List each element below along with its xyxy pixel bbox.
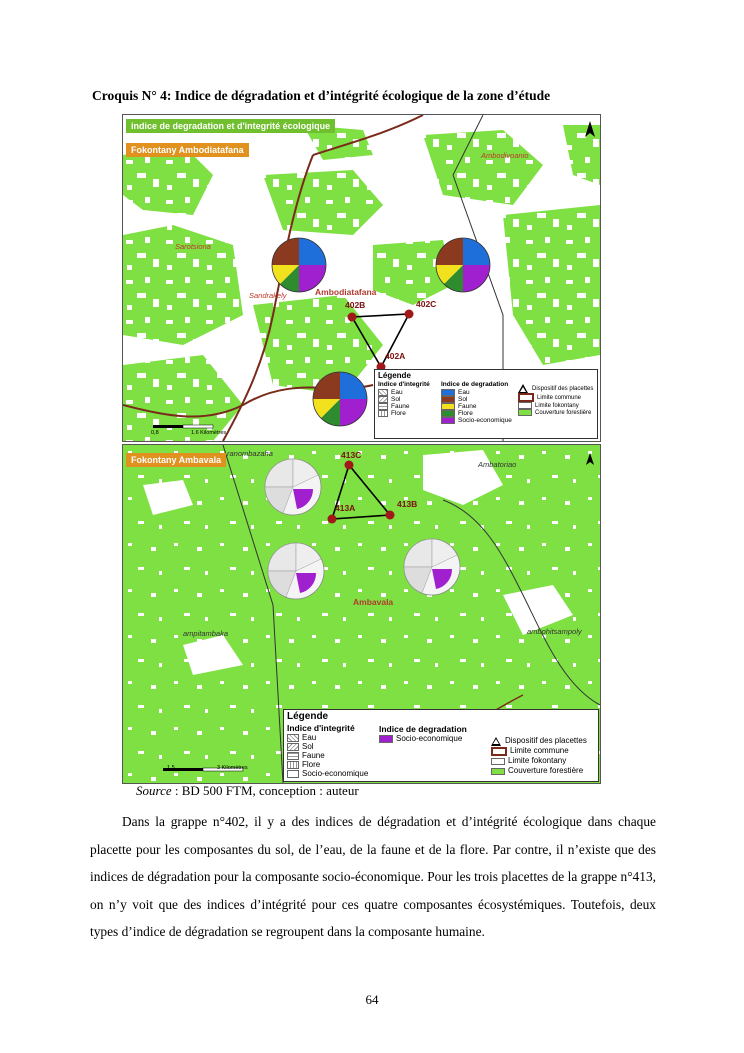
source-line xyxy=(136,783,359,799)
legend-int-sol: Sol xyxy=(302,742,314,751)
body-paragraph xyxy=(90,808,656,946)
code-402a: 402A xyxy=(385,351,406,361)
legend-title: Légende xyxy=(378,371,411,380)
code-402c: 402C xyxy=(416,299,437,309)
scale-402-mid: 0,8 xyxy=(151,430,159,436)
pie-413c xyxy=(265,459,321,515)
legend-title: Légende xyxy=(287,711,329,722)
legend-degradation-col xyxy=(379,724,467,743)
legend-limite-commune: Limite commune xyxy=(510,746,569,755)
source-label: Source xyxy=(136,783,172,798)
place-ambohitsampy: ambohitsampoly xyxy=(527,627,582,636)
code-413b: 413B xyxy=(397,499,418,509)
map-402-fokontany-label: Fokontany Ambodiatafana xyxy=(126,143,249,157)
placette-triangle-icon xyxy=(518,384,528,393)
code-413a: 413A xyxy=(335,503,356,513)
legend-degradation-title: Indice de degradation xyxy=(379,724,467,734)
place-ambodivoanio: Ambodivoanio xyxy=(481,151,529,160)
pie-402a xyxy=(313,372,367,426)
legend-dispositif: Dispositif des placettes xyxy=(532,385,594,392)
pie-402b xyxy=(272,238,326,292)
legend-integrite-col xyxy=(287,724,368,778)
pie-413b xyxy=(404,539,460,595)
legend-degradation-title: Indice de degradation xyxy=(441,381,509,388)
legend-int-flore: Flore xyxy=(391,410,406,417)
legend-int-faune: Faune xyxy=(391,403,410,410)
place-ambatoriao: Ambatoriao xyxy=(478,460,517,469)
scale-413-mid: 1,5 xyxy=(167,765,175,771)
place-ranombazaha: ranombazaha xyxy=(227,449,273,458)
legend-deg-socio: Socio-economique xyxy=(458,417,512,424)
legend-degradation-col xyxy=(441,381,512,424)
place-ampitambaka: ampitambaka xyxy=(183,629,229,638)
legend-int-eau: Eau xyxy=(391,389,403,396)
legend-dispositif: Dispositif des placettes xyxy=(505,736,587,745)
place-ambavala: Ambavala xyxy=(353,597,394,607)
legend-int-eau: Eau xyxy=(302,733,317,742)
legend-limite-fokontany: Limite fokontany xyxy=(535,402,579,409)
legend-other-col xyxy=(491,736,587,776)
legend-couverture: Couverture forestière xyxy=(535,409,592,416)
placette-triangle-icon xyxy=(491,737,501,746)
code-413c: 413C xyxy=(341,450,362,460)
pie-402c xyxy=(436,238,490,292)
scale-402-end: 1.6 Kilomètres xyxy=(191,430,227,436)
legend-deg-eau: Eau xyxy=(458,389,470,396)
place-ambodiatafana: Ambodiatafana xyxy=(315,287,377,297)
code-402b: 402B xyxy=(345,300,366,310)
legend-int-socio: Socio-economique xyxy=(302,769,369,778)
scale-413-end: 3 Kilomètres xyxy=(217,765,248,771)
place-sandrakely: Sandrakely xyxy=(249,291,287,300)
pie-413a xyxy=(268,543,324,599)
map-grappe-402 xyxy=(122,114,601,442)
legend-deg-socio: Socio-economique xyxy=(396,734,463,743)
legend-limite-fokontany: Limite fokontany xyxy=(508,756,567,765)
map-grappe-413 xyxy=(122,444,601,784)
legend-deg-sol: Sol xyxy=(458,396,468,403)
legend-integrite-col xyxy=(378,381,430,417)
figure-caption: Croquis N° 4: Indice de dégradation et d’intégrité écologique de la zone d’étude xyxy=(92,88,551,103)
legend-int-faune: Faune xyxy=(302,751,325,760)
legend-deg-faune: Faune xyxy=(458,403,477,410)
legend-deg-flore: Flore xyxy=(458,410,473,417)
page-number: 64 xyxy=(365,992,379,1007)
legend-integrite-title: Indice d'integrité xyxy=(378,381,430,388)
source-text: : BD 500 FTM, conception : auteur xyxy=(171,783,359,798)
legend-limite-commune: Limite commune xyxy=(537,394,582,401)
legend-other-col xyxy=(518,384,593,416)
legend-integrite-title: Indice d'integrité xyxy=(287,723,355,733)
map-413-legend xyxy=(283,709,599,782)
map-402-legend xyxy=(374,369,598,439)
map-402-title: indice de degradation et d'integrité écologique xyxy=(126,119,335,133)
legend-couverture: Couverture forestière xyxy=(508,766,584,775)
legend-int-sol: Sol xyxy=(391,396,401,403)
paragraph-text: Dans la grappe n°402, il y a des indices de dégradation et d’intégrité écologique dans chaque placette pour les composantes du sol, de l’eau, de la faune et de la flore. Par contre, il n’existe que des indices de dégradation pour la composante socio-économique. Pour les trois placettes de la grappe n°413, on n’y voit que des indices d’intégrité pour ces quatre composantes écosystémiques. Toutefois, deux types d’indice de dégradation se regroupent dans la composante humaine. xyxy=(90,814,656,940)
legend-int-flore: Flore xyxy=(302,760,321,769)
map-413-fokontany-label: Fokontany Ambavala xyxy=(126,453,226,467)
place-sarotsiona: Sarotsiona xyxy=(175,242,211,251)
